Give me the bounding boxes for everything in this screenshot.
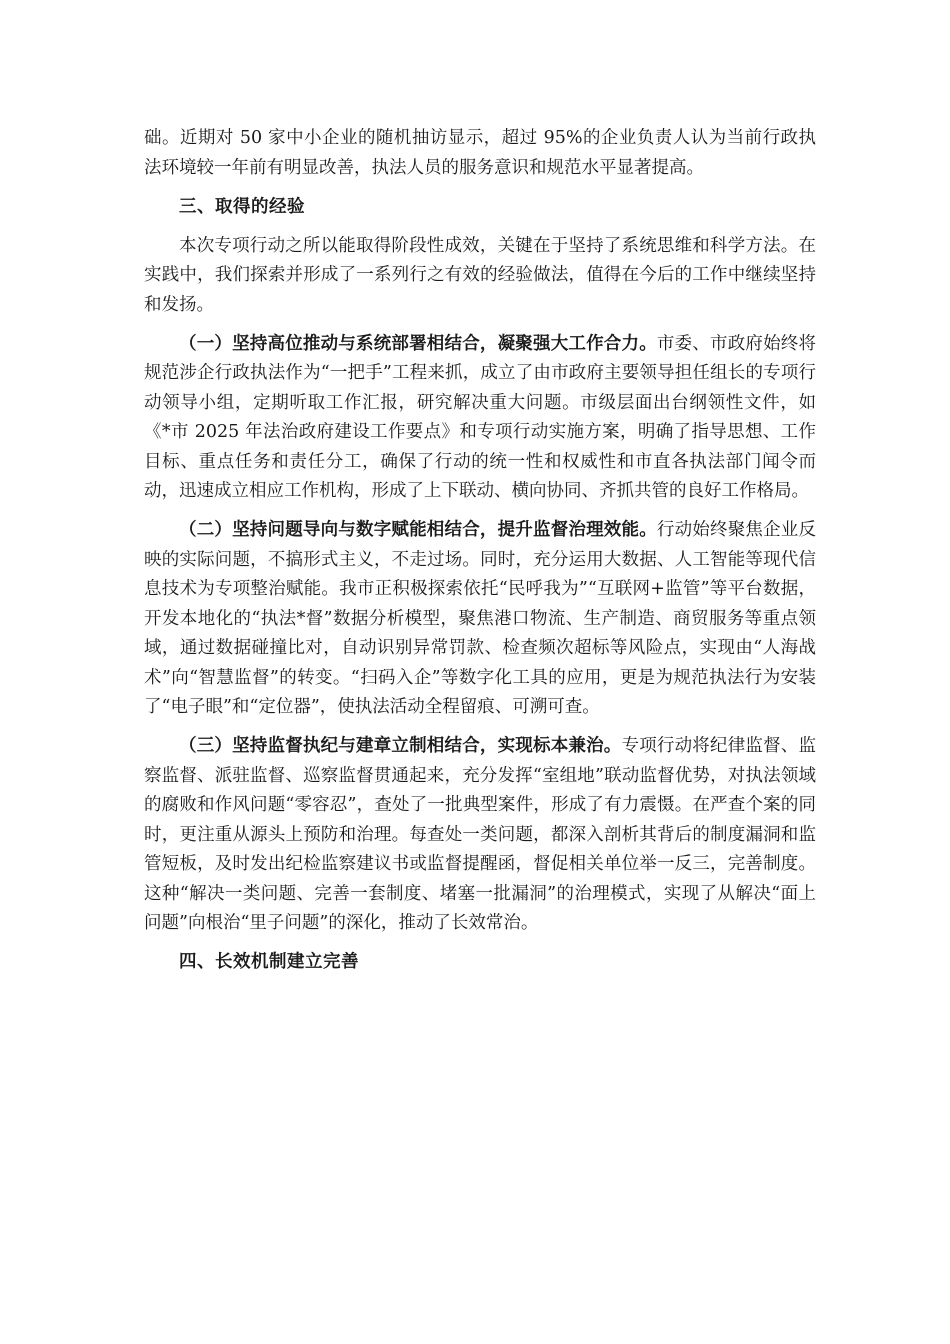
paragraph-survey-results: 础。近期对 50 家中小企业的随机抽访显示，超过 95%的企业负责人认为当前行政执法环境较一年前有明显改善，执法人员的服务意识和规范水平显著提高。 — [144, 128, 816, 178]
paragraph-body-3: 专项行动将纪律监督、监察监督、派驻监督、巡察监督贯通起来，充分发挥“室组地”联动监督优势，对执法领域的腐败和作风问题“零容忍”，查处了一批典型案件，形成了有力震慑。在严查个案的同时，更注重从源头上预防和治理。每查处一类问题，都深入剖析其背后的制度漏洞和监管短板，及时发出纪检监察建议书或监督提醒函，督促相关单位举一反三，完善制度。这种“解决一类问题、完善一套制度、堵塞一批漏洞”的治理模式，实现了从解决“面上问题”向根治“里子问题”的深化，推动了长效常治。 — [144, 736, 816, 933]
paragraph-experience-2 — [144, 516, 816, 723]
paragraph-experience-1 — [144, 330, 816, 507]
paragraph-lead-3: （三）坚持监督执纪与建章立制相结合，实现标本兼治。 — [179, 736, 622, 756]
section-heading-mechanism: 四、长效机制建立完善 — [179, 952, 359, 972]
paragraph-experience-3 — [144, 732, 816, 939]
paragraph-body-1: 市委、市政府始终将规范涉企行政执法作为“一把手”工程来抓，成立了由市政府主要领导担任组长的专项行动领导小组，定期听取工作汇报，研究解决重大问题。市级层面出台纲领性文件，如《*市 2025 年法治政府建设工作要点》和专项行动实施方案，明确了指导思想、工作目标、重点任务和责任分工，确保了行动的统一性和权威性和市直各执法部门闻令而动，迅速成立相应工作机构，形成了上下联动、横向协同、齐抓共管的良好工作格局。 — [144, 333, 817, 501]
section-heading-experience: 三、取得的经验 — [179, 196, 305, 217]
paragraph-experience-intro: 本次专项行动之所以能取得阶段性成效，关键在于坚持了系统思维和科学方法。在实践中，我们探索并形成了一系列行之有效的经验做法，值得在今后的工作中继续坚持和发扬。 — [144, 235, 816, 315]
paragraph-body-2: 行动始终聚焦企业反映的实际问题，不搞形式主义，不走过场。同时，充分运用大数据、人工智能等现代信息技术为专项整治赋能。我市正积极探索依托“民呼我为”“互联网+监管”等平台数据，开发本地化的“执法*督”数据分析模型，聚焦港口物流、生产制造、商贸服务等重点领域，通过数据碰撞比对，自动识别异常罚款、检查频次超标等风险点，实现由“人海战术”向“智慧监督”的转变。“扫码入企”等数字化工具的应用，更是为规范执法行为安装了“电子眼”和“定位器”，使执法活动全程留痕、可溯可查。 — [144, 520, 817, 717]
paragraph-lead-1: （一）坚持高位推动与系统部署相结合，凝聚强大工作合力。 — [179, 333, 657, 354]
paragraph-lead-2: （二）坚持问题导向与数字赋能相结合，提升监督治理效能。 — [179, 520, 657, 540]
document-body — [144, 124, 816, 987]
